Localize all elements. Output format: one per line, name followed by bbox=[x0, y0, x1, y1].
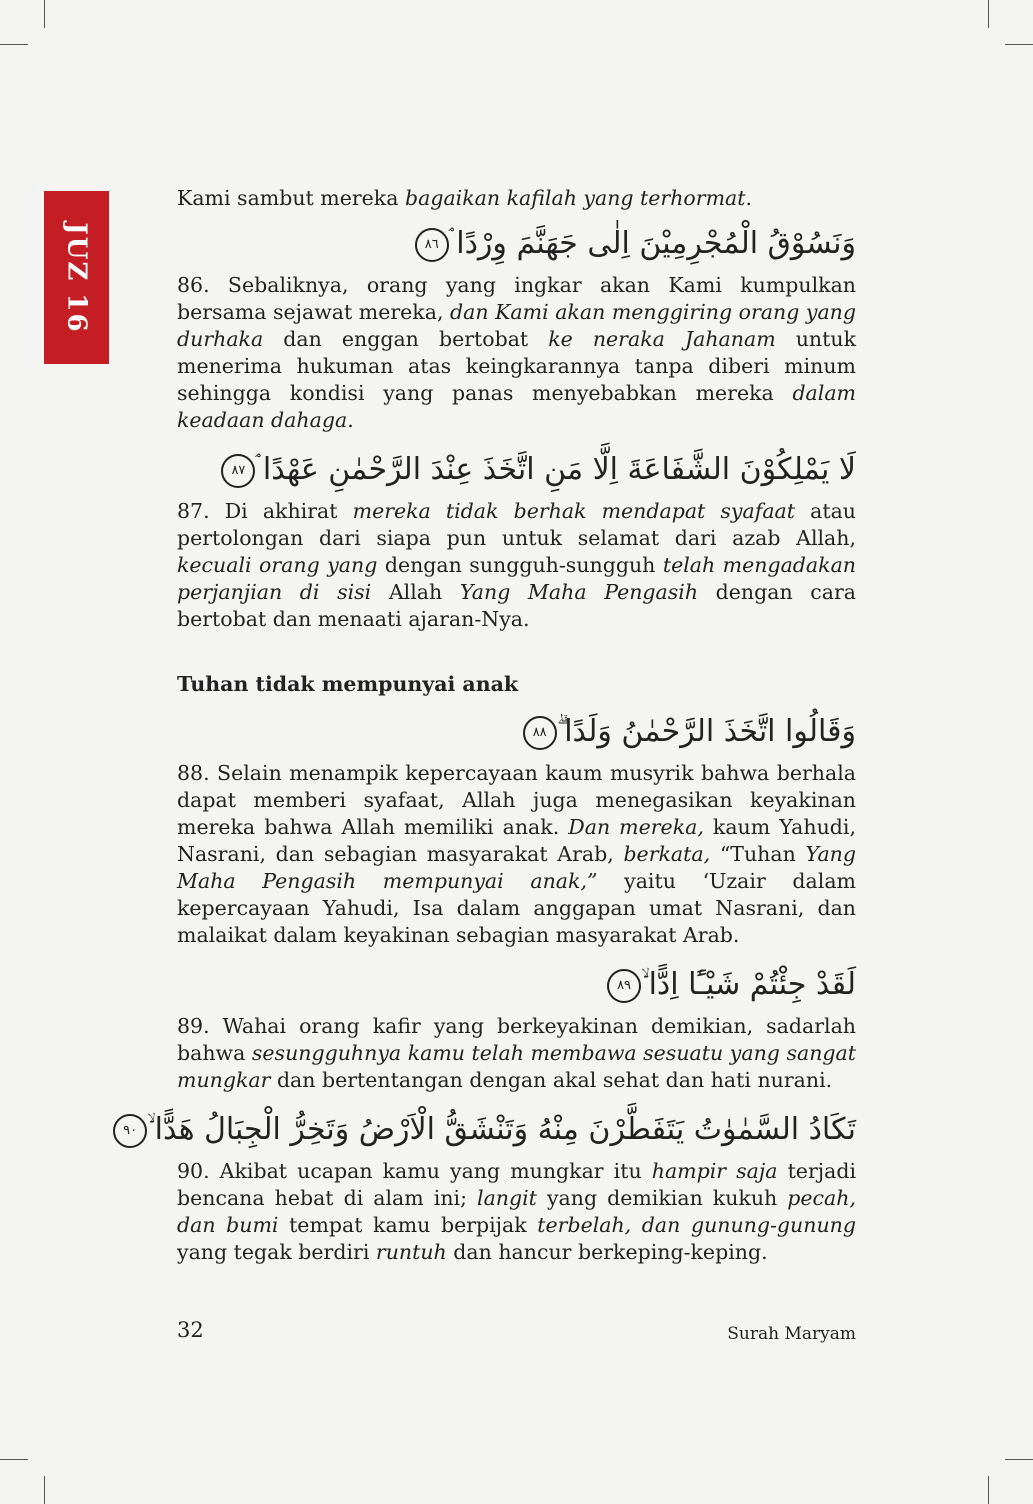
running-title: Surah Maryam bbox=[727, 1324, 856, 1344]
section-heading: Tuhan tidak mempunyai anak bbox=[177, 672, 519, 696]
crop-mark bbox=[1005, 1459, 1033, 1460]
page-content bbox=[123, 185, 857, 1266]
arabic-verse-text: وَقَالُوا اتَّخَذَ الرَّحْمٰنُ وَلَدًا ۗ bbox=[556, 714, 856, 749]
intro-text bbox=[177, 185, 856, 212]
arabic-verse-text: لَقَدْ جِئْتُمْ شَيْـًٔا اِدًّا ۙ bbox=[641, 967, 856, 1002]
juz-tab-label: JUZ 16 bbox=[61, 221, 92, 334]
arabic-verse-86 bbox=[177, 222, 856, 266]
crop-mark bbox=[0, 1459, 28, 1460]
commentary-87: 87. Di akhirat mereka tidak berhak mendapat syafaat atau pertolongan dari siapa pun untuk selamat dari azab Allah, kecuali orang yang dengan sungguh-sungguh telah mengadakan perjanjian di sisi Allah Yang Maha Pengasih dengan cara bertobat dan menaati ajaran-Nya. bbox=[177, 499, 857, 631]
juz-tab bbox=[44, 191, 109, 364]
crop-mark bbox=[44, 0, 45, 28]
arabic-verse-88 bbox=[177, 710, 856, 754]
arabic-verse-90 bbox=[123, 1108, 856, 1152]
arabic-verse-text: وَنَسُوْقُ الْمُجْرِمِيْنَ اِلٰى جَهَنَّمَ وِرْدًا ۘ bbox=[448, 226, 856, 261]
commentary-89: 89. Wahai orang kafir yang berkeyakinan demikian, sadarlah bahwa sesungguhnya kamu telah membawa sesuatu yang sangat mungkar dan bertentangan dengan akal sehat dan hati nurani. bbox=[177, 1014, 856, 1092]
commentary-88: 88. Selain menampik kepercayaan kaum musyrik bahwa berhala dapat memberi syafaat, Allah juga menegasikan keyakinan mereka bahwa Allah memiliki anak. Dan mereka, kaum Yahudi, Nasrani, dan sebagian masyarakat Arab, berkata, “Tuhan Yang Maha Pengasih mempunyai anak,” yaitu ‘Uzair dalam kepercayaan Yahudi, Isa dalam anggapan umat Nasrani, dan malaikat dalam keyakinan sebagian masyarakat Arab. bbox=[177, 761, 856, 947]
commentary-86: 86. Sebaliknya, orang yang ingkar akan Kami kumpulkan bersama sejawat mereka, dan Kami akan menggiring orang yang durhaka dan enggan bertobat ke neraka Jahanam untuk menerima hukuman atas keingkarannya tanpa diberi minum sehingga kondisi yang panas menyebabkan mereka dalam keadaan dahaga. bbox=[177, 273, 856, 432]
arabic-verse-text: لَا يَمْلِكُوْنَ الشَّفَاعَةَ اِلَّا مَنِ اتَّخَذَ عِنْدَ الرَّحْمٰنِ عَهْدًا ۘ bbox=[255, 452, 856, 487]
ayah-number-marker: ٩٠ bbox=[113, 1114, 147, 1148]
page-number: 32 bbox=[177, 1318, 204, 1342]
arabic-verse-87 bbox=[177, 448, 856, 492]
crop-mark bbox=[44, 1476, 45, 1504]
arabic-verse-text: تَكَادُ السَّمٰوٰتُ يَتَفَطَّرْنَ مِنْهُ وَتَنْشَقُّ الْاَرْضُ وَتَخِرُّ الْجِبَالُ هَدًّا ۙ bbox=[147, 1112, 856, 1147]
ayah-number-marker: ٨٦ bbox=[415, 228, 449, 262]
ayah-number-marker: ٨٩ bbox=[607, 969, 641, 1003]
ayah-number-marker: ٨٨ bbox=[523, 716, 557, 750]
crop-mark bbox=[0, 44, 28, 45]
commentary-90: 90. Akibat ucapan kamu yang mungkar itu hampir saja terjadi bencana hebat di alam ini; langit yang demikian kukuh pecah, dan bumi tempat kamu berpijak terbelah, dan gunung-gunung yang tegak berdiri runtuh dan hancur berkeping-keping. bbox=[177, 1159, 856, 1264]
crop-mark bbox=[1005, 44, 1033, 45]
crop-mark bbox=[988, 0, 989, 28]
ayah-number-marker: ٨٧ bbox=[221, 454, 255, 488]
arabic-verse-89 bbox=[177, 963, 856, 1007]
intro-text-body: Kami sambut mereka bagaikan kafilah yang terhormat. bbox=[177, 186, 752, 210]
crop-mark bbox=[988, 1476, 989, 1504]
